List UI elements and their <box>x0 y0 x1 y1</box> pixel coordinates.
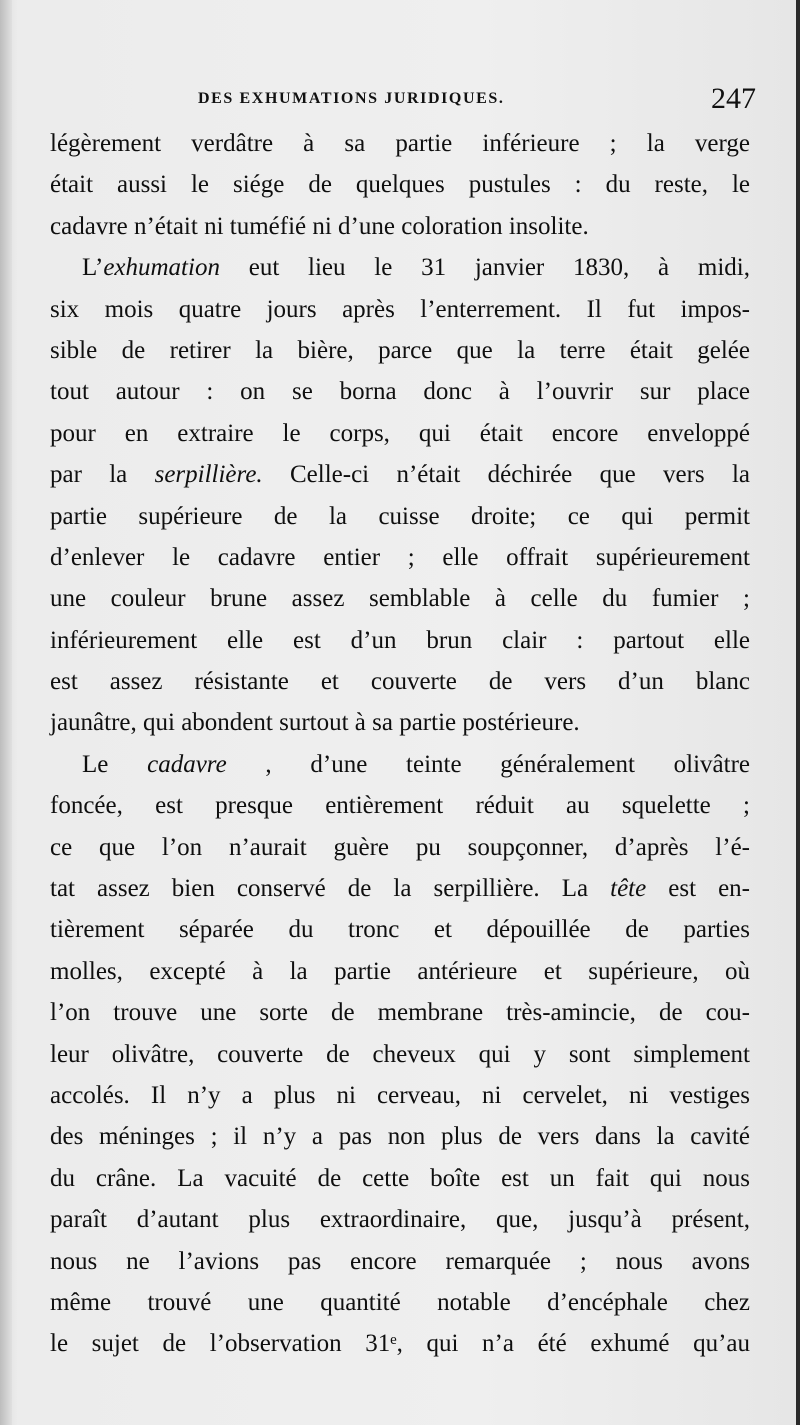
text-line: du crâne. La vacuité de cette boîte est un fait qui nous <box>50 1164 750 1192</box>
text-line: foncée, est presque entièrement réduit au squelette ; <box>50 792 750 820</box>
text-line: d’enlever le cadavre entier ; elle offrait supérieurement <box>50 543 750 571</box>
text-line <box>50 454 750 495</box>
text-line: l’on trouve une sorte de membrane très-amincie, de cou- <box>50 999 750 1027</box>
text-line: accolés. Il n’y a plus ni cerveau, ni cervelet, ni vestiges <box>50 1081 750 1109</box>
text-run: , d’une teinte généralement olivâtre <box>226 750 750 778</box>
text-line <box>50 744 750 785</box>
text-line: légèrement verdâtre à sa partie inférieure ; la verge <box>50 130 750 157</box>
page-gutter-edge <box>0 0 12 1425</box>
text-line: était aussi le siége de quelques pustules : du reste, le <box>50 171 750 199</box>
text-line: cadavre n’était ni tuméfié ni d’une coloration insolite. <box>50 212 589 240</box>
text-line: ce que l’on n’aurait guère pu soupçonner, d’après l’é- <box>50 833 750 861</box>
text-line: partie supérieure de la cuisse droite; ce qui permit <box>50 502 750 530</box>
italic-term: exhumation <box>103 254 220 282</box>
text-run: Le <box>82 750 148 778</box>
text-run: eut lieu le 31 janvier 1830, à midi, <box>219 254 750 282</box>
text-line: des méninges ; il n’y a pas non plus de vers dans la cavité <box>50 1123 750 1151</box>
body-text <box>50 123 750 1365</box>
text-line: nous ne l’avions pas encore remarquée ; nous avons <box>50 1247 750 1275</box>
text-line: tout autour : on se borna donc à l’ouvrir sur place <box>50 378 750 406</box>
text-line: six mois quatre jours après l’enterrement. Il fut impos- <box>50 295 750 323</box>
text-line: molles, excepté à la partie antérieure et supérieure, où <box>50 957 750 985</box>
text-line: jaunâtre, qui abondent surtout à sa partie postérieure. <box>50 709 580 737</box>
text-line: sible de retirer la bière, parce que la terre était gelée <box>50 336 750 364</box>
text-run: tat assez bien conservé de la serpillière. La <box>50 875 611 903</box>
text-run: est en- <box>646 875 751 903</box>
text-line: une couleur brune assez semblable à celle du fumier ; <box>50 585 750 613</box>
text-line: paraît d’autant plus extraordinaire, que, jusqu’à présent, <box>50 1206 750 1234</box>
text-line <box>50 868 750 909</box>
page-header <box>48 82 758 124</box>
text-line <box>50 247 750 288</box>
text-line: même trouvé une quantité notable d’encéphale chez <box>50 1288 750 1316</box>
italic-term: tête <box>610 875 647 903</box>
text-line: pour en extraire le corps, qui était encore enveloppé <box>50 419 750 447</box>
text-run: L’ <box>82 254 104 282</box>
text-run: Celle-ci n’était déchirée que vers la <box>262 461 750 489</box>
page-edge-shadow <box>796 0 800 1425</box>
text-line: inférieurement elle est d’un brun clair : partout elle <box>50 626 750 654</box>
text-line: tièrement séparée du tronc et dépouillée de parties <box>50 916 750 944</box>
italic-term: serpillière. <box>154 461 263 489</box>
text-run: par la <box>50 461 155 489</box>
text-line: leur olivâtre, couverte de cheveux qui y sont simplement <box>50 1040 750 1068</box>
page-number: 247 <box>711 82 756 115</box>
italic-term: cadavre <box>147 750 227 778</box>
text-line: le sujet de l’observation 31ᵉ, qui n’a été exhumé qu’au <box>50 1330 750 1358</box>
text-line: est assez résistante et couverte de vers d’un blanc <box>50 668 750 696</box>
running-head: DES EXHUMATIONS JURIDIQUES. <box>198 90 505 107</box>
